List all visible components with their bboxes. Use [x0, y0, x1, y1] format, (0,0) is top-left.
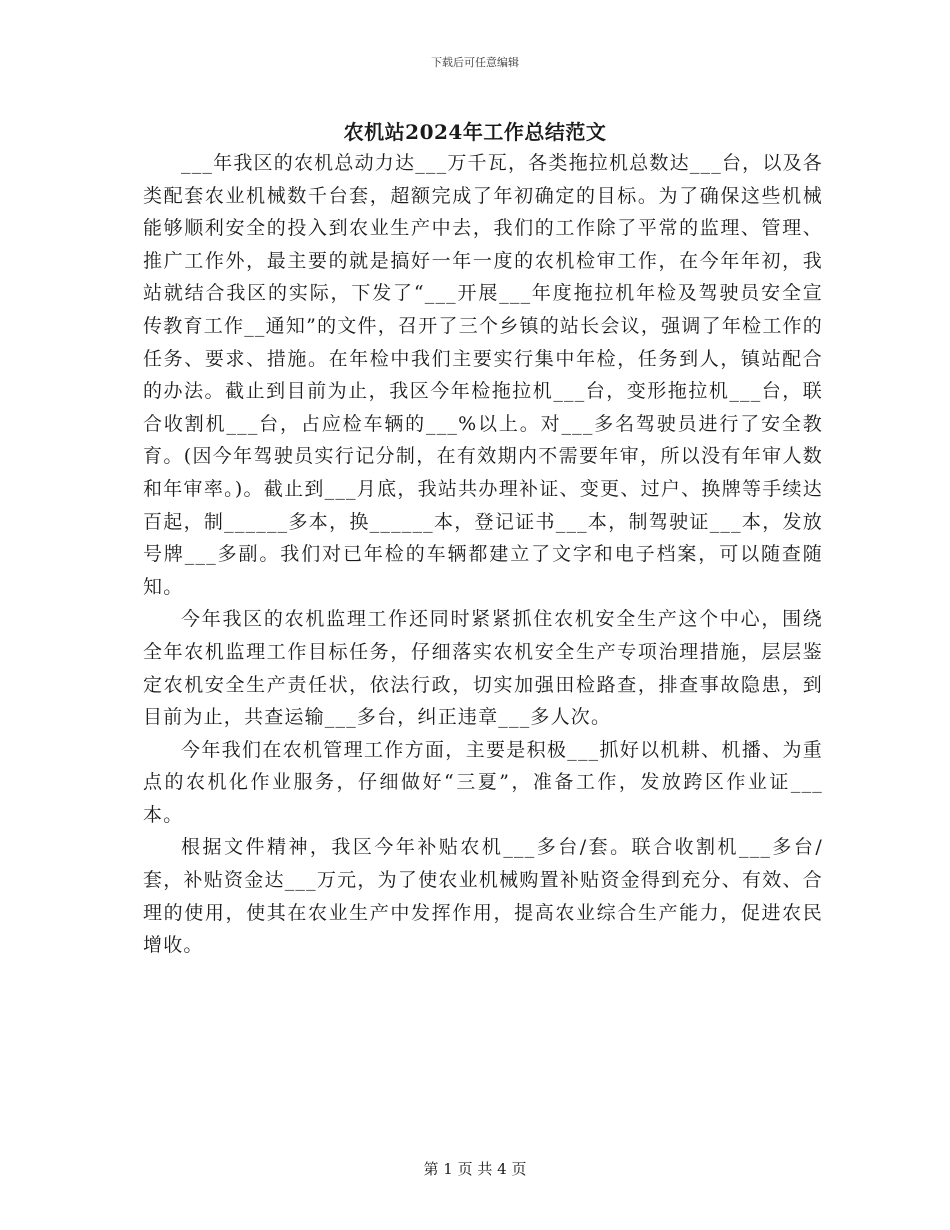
document-title: 农机站2024年工作总结范文: [343, 120, 607, 144]
page-footer: 第 1 页 共 4 页: [423, 1160, 527, 1178]
paragraph-3: 今年我们在农机管理工作方面，主要是积极___抓好以机耕、机播、为重点的农机化作业服务，仔细做好“三夏”，准备工作，发放跨区作业证___本。: [143, 738, 823, 826]
paragraph-1: ___年我区的农机总动力达___万千瓦，各类拖拉机总数达___台，以及各类配套农业机械数千台套，超额完成了年初确定的目标。为了确保这些机械能够顺利安全的投入到农业生产中去，我们的工作除了平常的监理、管理、推广工作外，最主要的就是搞好一年一度的农机检审工作，在今年年初，我站就结合我区的实际，下发了“___开展___年度拖拉机年检及驾驶员安全宣传教育工作__通知”的文件，召开了三个乡镇的站长会议，强调了年检工作的任务、要求、措施。在年检中我们主要实行集中年检，任务到人，镇站配合的办法。截止到目前为止，我区今年检拖拉机___台，变形拖拉机___台，联合收割机___台，占应检车辆的___%以上。对___多名驾驶员进行了安全教育。(因今年驾驶员实行记分制，在有效期内不需要年审，所以没有年审人数和年审率。)。截止到___月底，我站共办理补证、变更、过户、换牌等手续达百起，制______多本，换______本，登记证书___本，制驾驶证___本，发放号牌___多副。我们对已年检的车辆都建立了文字和电子档案，可以随查随知。: [143, 152, 823, 598]
document-body: [143, 147, 823, 962]
paragraph-2: 今年我区的农机监理工作还同时紧紧抓住农机安全生产这个中心，围绕全年农机监理工作目标任务，仔细落实农机安全生产专项治理措施，层层鉴定农机安全生产责任状，依法行政，切实加强田检路查，排查事故隐患，到目前为止，共查运输___多台，纠正违章___多人次。: [143, 608, 823, 729]
paragraph-4: 根据文件精神，我区今年补贴农机___多台/套。联合收割机___多台/套，补贴资金达___万元，为了使农业机械购置补贴资金得到充分、有效、合理的使用，使其在农业生产中发挥作用，提高农业综合生产能力，促进农民增收。: [143, 836, 823, 957]
header-note: 下载后可任意编辑: [431, 56, 519, 69]
